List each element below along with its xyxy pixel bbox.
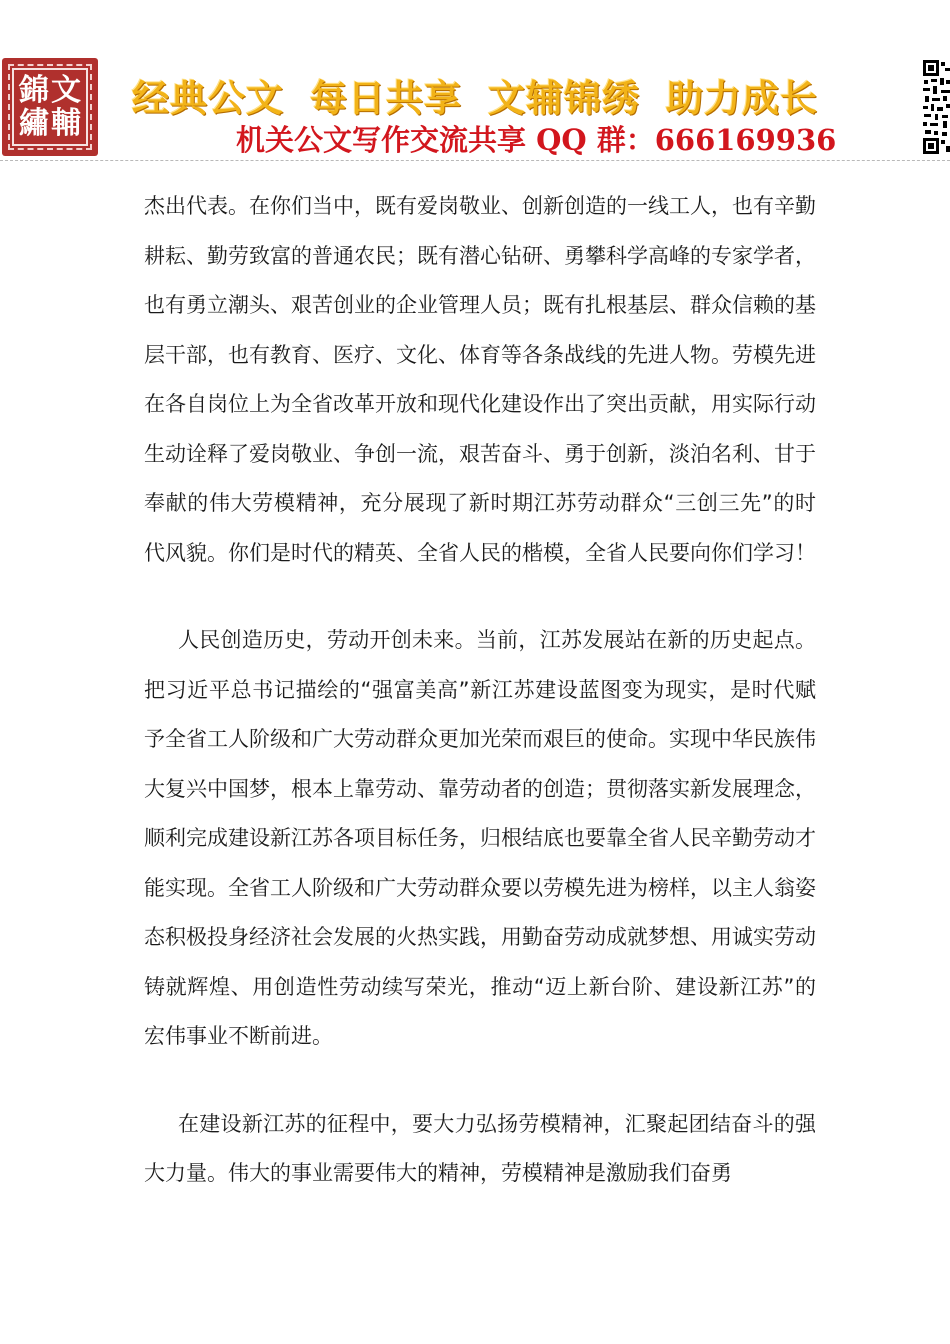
slogan-phrase: 经典公文 — [132, 76, 284, 120]
slogan-phrase: 助力成长 — [666, 76, 818, 120]
seal-logo — [2, 58, 98, 156]
qr-code-icon — [921, 58, 950, 158]
slogan-phrase: 文辅锦绣 — [488, 76, 640, 120]
document-body — [144, 182, 816, 1237]
slogan-phrase: 每日共享 — [310, 76, 462, 120]
paragraph: 人民创造历史，劳动开创未来。当前，江苏发展站在新的历史起点。把习近平总书记描绘的“强富美高”新江苏建设蓝图变为现实，是时代赋予全省工人阶级和广大劳动群众更加光荣而艰巨的使命。实现中华民族伟大复兴中国梦，根本上靠劳动、靠劳动者的创造；贯彻落实新发展理念，顺利完成建设新江苏各项目标任务，归根结底也要靠全省人民辛勤劳动才能实现。全省工人阶级和广大劳动群众要以劳模先进为榜样，以主人翁姿态积极投身经济社会发展的火热实践，用勤奋劳动成就梦想、用诚实劳动铸就辉煌、用创造性劳动续写荣光，推动“迈上新台阶、建设新江苏”的宏伟事业不断前进。 — [144, 628, 816, 1048]
paragraph: 在建设新江苏的征程中，要大力弘扬劳模精神，汇聚起团结奋斗的强大力量。伟大的事业需要伟大的精神，劳模精神是激励我们奋勇 — [144, 1111, 816, 1185]
seal-char: 繡 — [19, 105, 49, 141]
seal-char: 文 — [51, 72, 81, 108]
seal-char: 錦 — [19, 72, 49, 108]
qq-group-line: 机关公文写作交流共享 QQ 群：666169936 — [236, 123, 837, 157]
seal-inner — [8, 64, 92, 150]
paragraph: 杰出代表。在你们当中，既有爱岗敬业、创新创造的一线工人，也有辛勤耕耘、勤劳致富的普通农民；既有潜心钻研、勇攀科学高峰的专家学者，也有勇立潮头、艰苦创业的企业管理人员；既有扎根基层、群众信赖的基层干部，也有教育、医疗、文化、体育等各条战线的先进人物。劳模先进在各自岗位上为全省改革开放和现代化建设作出了突出贡献，用实际行动生动诠释了爱岗敬业、争创一流，艰苦奋斗、勇于创新，淡泊名利、甘于奉献的伟大劳模精神，充分展现了新时期江苏劳动群众“三创三先”的时代风貌。你们是时代的精英、全省人民的楷模，全省人民要向你们学习！ — [144, 194, 816, 565]
header-divider — [0, 160, 950, 161]
page-header — [0, 0, 950, 162]
header-slogan — [132, 68, 912, 122]
qr-code-graphic — [921, 58, 950, 158]
seal-char: 輔 — [51, 105, 81, 141]
